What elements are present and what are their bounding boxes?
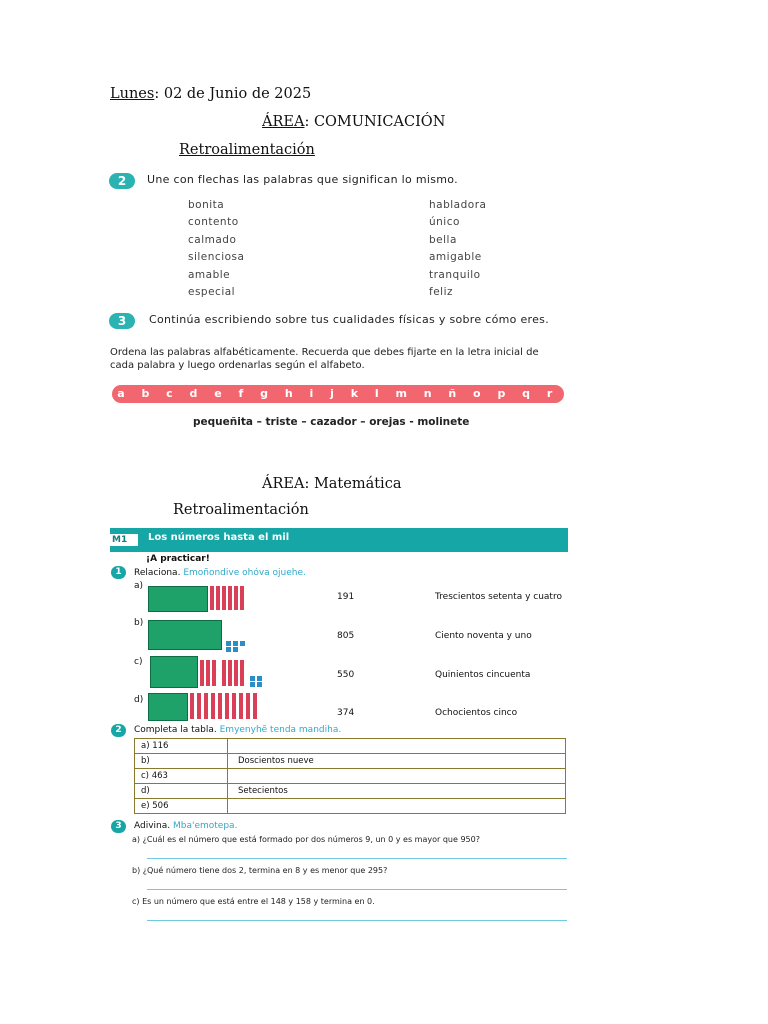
table-cell[interactable]: b) bbox=[135, 754, 228, 769]
math-ex3-heading bbox=[134, 821, 237, 831]
exercise-2-badge: 2 bbox=[109, 173, 135, 189]
answer-line-b[interactable] bbox=[147, 889, 567, 890]
right-word: habladora bbox=[429, 199, 487, 211]
left-word: contento bbox=[188, 216, 239, 228]
order-instruction bbox=[110, 346, 539, 372]
right-word: tranquilo bbox=[429, 269, 481, 281]
area-title bbox=[262, 114, 445, 130]
subtitle-comunicacion: Retroalimentación bbox=[179, 142, 315, 158]
row-letter: c) bbox=[134, 657, 143, 667]
question-a: a) ¿Cuál es el número que está formado por dos números 9, un 0 y es mayor que 950? bbox=[132, 835, 480, 844]
hundreds-blocks bbox=[148, 584, 206, 610]
table-row bbox=[135, 799, 566, 814]
math-ex2-heading bbox=[134, 725, 341, 735]
exercise-3-instruction: Continúa escribiendo sobre tus cualidades físicas y sobre cómo eres. bbox=[149, 313, 550, 326]
table-row bbox=[135, 769, 566, 784]
day-label: Lunes bbox=[110, 86, 155, 102]
math-ex3-label: Adivina. bbox=[134, 821, 171, 831]
left-word: bonita bbox=[188, 199, 225, 211]
left-word: silenciosa bbox=[188, 251, 245, 263]
exercise-3-badge: 3 bbox=[109, 313, 135, 329]
table-row bbox=[135, 754, 566, 769]
left-word: amable bbox=[188, 269, 231, 281]
right-word: amigable bbox=[429, 251, 482, 263]
row-number: 191 bbox=[337, 592, 355, 602]
row-text: Quinientos cincuenta bbox=[435, 670, 531, 680]
right-word: bella bbox=[429, 234, 457, 246]
row-number: 550 bbox=[337, 670, 355, 680]
table-row bbox=[135, 784, 566, 799]
math-ex3-badge: 3 bbox=[111, 820, 126, 833]
module-title: Los números hasta el mil bbox=[148, 532, 290, 543]
table-cell: e) 506 bbox=[135, 799, 228, 814]
table-cell[interactable] bbox=[228, 739, 566, 754]
math-ex1-translation: Emoñondive ohóva ojuehe. bbox=[183, 568, 306, 578]
alphabet-strip: a b c d e f g h i j k l m n ñ o p q r s t u v w x y z bbox=[112, 385, 564, 403]
table-cell[interactable] bbox=[228, 769, 566, 784]
module-tag: M1 bbox=[110, 534, 138, 546]
area-title-matematica: ÁREA: Matemática bbox=[262, 476, 402, 492]
table-row bbox=[135, 739, 566, 754]
math-ex3-translation: Mba'emotepa. bbox=[173, 821, 238, 831]
exercise-2-instruction: Une con flechas las palabras que significan lo mismo. bbox=[147, 173, 458, 186]
subtitle-matematica: Retroalimentación bbox=[173, 502, 309, 518]
left-word: calmado bbox=[188, 234, 237, 246]
date-text: : 02 de Junio de 2025 bbox=[154, 86, 312, 102]
words-to-order: pequeñita – triste – cazador – orejas - molinete bbox=[193, 416, 470, 428]
row-letter: d) bbox=[134, 695, 144, 705]
math-ex2-label: Completa la tabla. bbox=[134, 725, 217, 735]
row-number: 805 bbox=[337, 631, 355, 641]
area-name: : COMUNICACIÓN bbox=[304, 114, 446, 130]
math-ex2-badge: 2 bbox=[111, 724, 126, 737]
row-letter: a) bbox=[134, 581, 144, 591]
row-text: Ciento noventa y uno bbox=[435, 631, 532, 641]
row-text: Ochocientos cinco bbox=[435, 708, 518, 718]
row-text: Trescientos setenta y cuatro bbox=[435, 592, 562, 602]
question-c: c) Es un número que está entre el 148 y 158 y termina en 0. bbox=[132, 897, 375, 906]
math-ex1-heading bbox=[134, 568, 306, 578]
table-cell[interactable]: d) bbox=[135, 784, 228, 799]
left-word: especial bbox=[188, 286, 236, 298]
row-number: 374 bbox=[337, 708, 355, 718]
right-word: feliz bbox=[429, 286, 454, 298]
question-b: b) ¿Qué número tiene dos 2, termina en 8 y es menor que 295? bbox=[132, 866, 388, 875]
math-ex1-badge: 1 bbox=[111, 566, 126, 579]
right-word: único bbox=[429, 216, 460, 228]
complete-table bbox=[134, 738, 566, 814]
date-line bbox=[110, 86, 311, 102]
answer-line-c[interactable] bbox=[147, 920, 567, 921]
practice-label: ¡A practicar! bbox=[146, 554, 210, 564]
table-cell: Setecientos bbox=[228, 784, 566, 799]
order-instruction-line-2: cada palabra y luego ordenarlas según el alfabeto. bbox=[110, 360, 365, 371]
table-cell: c) 463 bbox=[135, 769, 228, 784]
row-letter: b) bbox=[134, 618, 144, 628]
table-cell: Doscientos nueve bbox=[228, 754, 566, 769]
order-instruction-line-1: Ordena las palabras alfabéticamente. Recuerda que debes fijarte en la letra inicial de bbox=[110, 347, 539, 358]
area-prefix: ÁREA bbox=[262, 114, 305, 130]
table-cell[interactable] bbox=[228, 799, 566, 814]
table-cell: a) 116 bbox=[135, 739, 228, 754]
math-ex2-translation: Emyenyhẽ tenda mandiha. bbox=[219, 725, 342, 735]
answer-line-a[interactable] bbox=[147, 858, 567, 859]
math-ex1-label: Relaciona. bbox=[134, 568, 181, 578]
